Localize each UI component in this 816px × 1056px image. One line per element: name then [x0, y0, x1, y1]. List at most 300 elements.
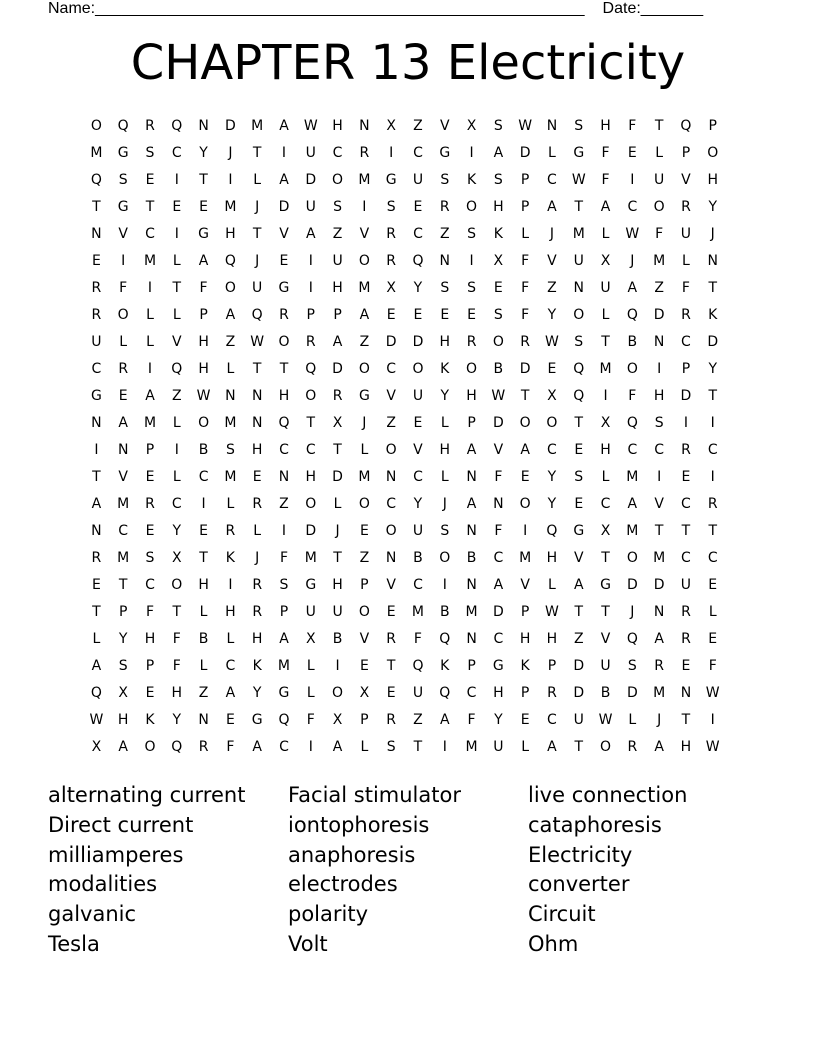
grid-letter[interactable]: R — [145, 118, 155, 134]
grid-letter[interactable]: W — [705, 739, 720, 755]
grid-letter[interactable]: T — [172, 280, 182, 296]
grid-letter[interactable]: G — [439, 145, 451, 161]
grid-letter[interactable]: Z — [279, 496, 289, 512]
grid-letter[interactable]: B — [198, 631, 209, 647]
grid-letter[interactable]: M — [251, 118, 264, 134]
grid-letter[interactable]: I — [442, 577, 447, 593]
grid-letter[interactable]: I — [174, 226, 179, 242]
grid-letter[interactable]: F — [628, 118, 637, 134]
grid-letter[interactable]: H — [251, 631, 263, 647]
grid-letter[interactable]: N — [251, 388, 263, 404]
grid-letter[interactable]: R — [520, 334, 531, 350]
grid-letter[interactable]: M — [224, 199, 237, 215]
grid-letter[interactable]: H — [117, 712, 129, 728]
grid-letter[interactable]: S — [145, 550, 155, 566]
grid-letter[interactable]: C — [386, 361, 397, 377]
grid-letter[interactable]: F — [494, 523, 503, 539]
grid-letter[interactable]: X — [386, 118, 396, 134]
grid-letter[interactable]: O — [439, 550, 451, 566]
grid-letter[interactable]: N — [653, 604, 665, 620]
grid-letter[interactable]: F — [681, 280, 690, 296]
grid-letter[interactable]: N — [198, 118, 209, 134]
grid-letter[interactable]: L — [628, 712, 637, 728]
grid-letter[interactable]: S — [440, 172, 450, 188]
grid-letter[interactable]: P — [333, 307, 342, 323]
grid-letter[interactable]: D — [519, 361, 531, 377]
grid-letter[interactable]: Y — [199, 145, 208, 161]
grid-letter[interactable]: X — [386, 280, 396, 296]
grid-letter[interactable]: W — [545, 604, 559, 620]
grid-letter[interactable]: O — [358, 604, 370, 620]
grid-letter[interactable]: M — [304, 550, 317, 566]
grid-letter[interactable]: X — [171, 550, 182, 566]
grid-letter[interactable]: C — [413, 226, 423, 242]
grid-letter[interactable]: S — [654, 415, 664, 431]
grid-letter[interactable]: B — [600, 685, 611, 701]
grid-letter[interactable]: N — [91, 226, 102, 242]
grid-letter[interactable]: B — [332, 631, 343, 647]
grid-letter[interactable]: I — [228, 577, 233, 593]
grid-letter[interactable]: Y — [494, 712, 503, 728]
grid-letter[interactable]: R — [439, 199, 450, 215]
grid-letter[interactable]: Z — [386, 415, 396, 431]
grid-letter[interactable]: H — [332, 280, 343, 296]
grid-letter[interactable]: O — [519, 415, 531, 431]
grid-letter[interactable]: S — [440, 280, 450, 296]
grid-letter[interactable]: I — [389, 145, 394, 161]
grid-letter[interactable]: O — [278, 334, 290, 350]
grid-letter[interactable]: R — [627, 739, 638, 755]
grid-letter[interactable]: T — [199, 550, 208, 566]
grid-letter[interactable]: J — [657, 712, 662, 728]
grid-letter[interactable]: C — [171, 145, 182, 161]
grid-letter[interactable]: Y — [172, 523, 182, 539]
grid-letter[interactable]: D — [626, 685, 638, 701]
grid-letter[interactable]: P — [118, 604, 128, 620]
grid-letter[interactable]: W — [491, 388, 506, 404]
grid-letter[interactable]: E — [681, 658, 691, 674]
grid-letter[interactable]: C — [91, 361, 102, 377]
grid-letter[interactable]: I — [710, 712, 715, 728]
grid-letter[interactable]: A — [627, 280, 638, 296]
grid-letter[interactable]: I — [174, 172, 179, 188]
grid-letter[interactable]: Y — [440, 388, 450, 404]
grid-letter[interactable]: J — [228, 145, 233, 161]
grid-letter[interactable]: D — [707, 334, 719, 350]
grid-letter[interactable]: O — [332, 172, 344, 188]
grid-letter[interactable]: U — [305, 199, 316, 215]
grid-letter[interactable]: X — [493, 253, 504, 269]
grid-letter[interactable]: U — [573, 712, 584, 728]
grid-letter[interactable]: V — [386, 388, 396, 404]
grid-letter[interactable]: E — [199, 523, 209, 539]
grid-letter[interactable]: I — [630, 172, 635, 188]
grid-letter[interactable]: G — [305, 577, 317, 593]
grid-letter[interactable]: T — [681, 523, 691, 539]
grid-letter[interactable]: A — [493, 577, 504, 593]
grid-letter[interactable]: N — [439, 253, 450, 269]
grid-letter[interactable]: F — [467, 712, 476, 728]
grid-letter[interactable]: V — [118, 226, 128, 242]
grid-letter[interactable]: L — [119, 334, 128, 350]
grid-letter[interactable]: Z — [359, 334, 370, 350]
grid-letter[interactable]: E — [359, 523, 369, 539]
grid-letter[interactable]: R — [198, 739, 209, 755]
grid-letter[interactable]: F — [655, 226, 664, 242]
grid-letter[interactable]: A — [547, 199, 557, 215]
grid-letter[interactable]: P — [279, 604, 289, 620]
grid-letter[interactable]: L — [306, 685, 315, 701]
grid-letter[interactable]: C — [493, 550, 504, 566]
grid-letter[interactable]: C — [627, 442, 638, 458]
grid-letter[interactable]: V — [172, 334, 182, 350]
grid-letter[interactable]: G — [117, 199, 129, 215]
grid-letter[interactable]: H — [600, 442, 611, 458]
grid-letter[interactable]: X — [332, 712, 343, 728]
grid-letter[interactable]: T — [252, 145, 262, 161]
grid-letter[interactable]: R — [386, 226, 397, 242]
grid-letter[interactable]: M — [143, 415, 157, 431]
grid-letter[interactable]: O — [358, 361, 370, 377]
grid-letter[interactable]: G — [358, 388, 370, 404]
grid-letter[interactable]: N — [466, 577, 477, 593]
grid-letter[interactable]: H — [546, 550, 558, 566]
grid-letter[interactable]: O — [385, 442, 397, 458]
grid-letter[interactable]: M — [90, 145, 103, 161]
grid-letter[interactable]: E — [279, 253, 289, 269]
grid-letter[interactable]: R — [252, 577, 263, 593]
grid-letter[interactable]: W — [625, 226, 640, 242]
grid-letter[interactable]: T — [574, 415, 584, 431]
grid-letter[interactable]: T — [413, 739, 423, 755]
grid-letter[interactable]: Z — [225, 334, 236, 350]
grid-letter[interactable]: U — [680, 226, 692, 242]
grid-letter[interactable]: E — [440, 307, 450, 323]
grid-letter[interactable]: I — [603, 388, 608, 404]
grid-letter[interactable]: F — [172, 631, 181, 647]
grid-letter[interactable]: N — [466, 631, 477, 647]
grid-letter[interactable]: X — [118, 685, 128, 701]
grid-letter[interactable]: X — [600, 415, 611, 431]
grid-letter[interactable]: A — [573, 577, 584, 593]
grid-letter[interactable]: G — [600, 577, 611, 593]
grid-letter[interactable]: L — [521, 226, 530, 242]
grid-letter[interactable]: M — [653, 685, 666, 701]
grid-letter[interactable]: R — [681, 631, 691, 647]
grid-letter[interactable]: P — [520, 199, 530, 215]
grid-letter[interactable]: C — [547, 172, 557, 188]
grid-letter[interactable]: X — [91, 739, 102, 755]
grid-letter[interactable]: V — [547, 253, 557, 269]
grid-letter[interactable]: E — [574, 442, 584, 458]
grid-letter[interactable]: S — [574, 334, 584, 350]
grid-letter[interactable]: A — [225, 685, 236, 701]
grid-letter[interactable]: U — [493, 739, 504, 755]
grid-letter[interactable]: E — [145, 172, 155, 188]
grid-letter[interactable]: R — [681, 604, 691, 620]
grid-letter[interactable]: Q — [680, 118, 692, 134]
grid-letter[interactable]: C — [118, 523, 129, 539]
grid-letter[interactable]: M — [653, 253, 666, 269]
grid-letter[interactable]: C — [681, 496, 691, 512]
grid-letter[interactable]: E — [547, 361, 557, 377]
grid-letter[interactable]: G — [117, 145, 129, 161]
grid-letter[interactable]: P — [520, 685, 530, 701]
grid-letter[interactable]: O — [626, 550, 638, 566]
grid-letter[interactable]: O — [492, 334, 504, 350]
grid-letter[interactable]: E — [386, 604, 396, 620]
grid-letter[interactable]: O — [305, 388, 317, 404]
grid-letter[interactable]: C — [547, 442, 557, 458]
grid-letter[interactable]: Q — [305, 361, 317, 377]
grid-letter[interactable]: M — [626, 523, 639, 539]
grid-letter[interactable]: H — [251, 442, 263, 458]
grid-letter[interactable]: V — [279, 226, 289, 242]
grid-letter[interactable]: T — [199, 172, 208, 188]
grid-letter[interactable]: O — [144, 739, 156, 755]
grid-letter[interactable]: R — [279, 307, 289, 323]
grid-letter[interactable]: U — [573, 253, 584, 269]
grid-letter[interactable]: F — [119, 280, 128, 296]
grid-letter[interactable]: E — [520, 712, 530, 728]
grid-letter[interactable]: F — [226, 739, 235, 755]
grid-letter[interactable]: T — [654, 118, 664, 134]
grid-letter[interactable]: Q — [439, 685, 451, 701]
grid-letter[interactable]: R — [359, 145, 370, 161]
grid-letter[interactable]: O — [546, 415, 558, 431]
grid-letter[interactable]: X — [547, 388, 557, 404]
grid-letter[interactable]: L — [253, 523, 262, 539]
grid-letter[interactable]: N — [653, 334, 665, 350]
grid-letter[interactable]: J — [362, 415, 367, 431]
grid-letter[interactable]: N — [466, 523, 477, 539]
grid-letter[interactable]: A — [654, 631, 664, 647]
grid-letter[interactable]: S — [279, 577, 289, 593]
grid-letter[interactable]: V — [386, 577, 396, 593]
grid-letter[interactable]: T — [172, 604, 182, 620]
grid-letter[interactable]: F — [601, 145, 610, 161]
grid-letter[interactable]: C — [707, 442, 718, 458]
grid-letter[interactable]: A — [627, 496, 638, 512]
grid-letter[interactable]: L — [92, 631, 101, 647]
grid-letter[interactable]: X — [305, 631, 316, 647]
grid-letter[interactable]: Y — [547, 469, 557, 485]
grid-letter[interactable]: N — [359, 118, 370, 134]
grid-letter[interactable]: A — [359, 307, 370, 323]
grid-letter[interactable]: C — [145, 577, 155, 593]
grid-letter[interactable]: T — [654, 523, 664, 539]
grid-letter[interactable]: F — [708, 658, 717, 674]
grid-letter[interactable]: K — [252, 658, 262, 674]
grid-letter[interactable]: W — [545, 334, 559, 350]
grid-letter[interactable]: D — [492, 604, 504, 620]
grid-letter[interactable]: Q — [278, 415, 290, 431]
grid-letter[interactable]: V — [439, 118, 450, 134]
grid-letter[interactable]: D — [332, 361, 343, 377]
grid-letter[interactable]: J — [710, 226, 715, 242]
grid-letter[interactable]: C — [707, 550, 718, 566]
grid-letter[interactable]: Q — [546, 523, 558, 539]
grid-letter[interactable]: D — [332, 469, 343, 485]
grid-letter[interactable]: L — [172, 469, 181, 485]
grid-letter[interactable]: H — [680, 739, 692, 755]
grid-letter[interactable]: W — [518, 118, 533, 134]
grid-letter[interactable]: R — [466, 334, 477, 350]
grid-letter[interactable]: H — [225, 226, 236, 242]
grid-letter[interactable]: I — [121, 253, 126, 269]
grid-letter[interactable]: R — [252, 604, 263, 620]
grid-letter[interactable]: V — [493, 442, 504, 458]
grid-letter[interactable]: C — [413, 469, 423, 485]
grid-letter[interactable]: N — [493, 496, 504, 512]
grid-letter[interactable]: Q — [171, 361, 183, 377]
grid-letter[interactable]: A — [198, 253, 209, 269]
grid-letter[interactable]: A — [225, 307, 236, 323]
grid-letter[interactable]: L — [199, 604, 208, 620]
grid-letter[interactable]: H — [546, 631, 558, 647]
grid-letter[interactable]: Q — [412, 253, 424, 269]
grid-letter[interactable]: L — [226, 496, 235, 512]
grid-letter[interactable]: Q — [251, 307, 263, 323]
grid-letter[interactable]: I — [228, 172, 233, 188]
grid-letter[interactable]: C — [145, 226, 155, 242]
grid-letter[interactable]: O — [358, 253, 370, 269]
grid-letter[interactable]: O — [466, 199, 478, 215]
grid-letter[interactable]: L — [253, 172, 262, 188]
grid-letter[interactable]: C — [171, 496, 182, 512]
grid-letter[interactable]: U — [600, 658, 611, 674]
grid-letter[interactable]: M — [626, 469, 639, 485]
grid-letter[interactable]: N — [385, 469, 397, 485]
grid-letter[interactable]: I — [308, 253, 313, 269]
grid-letter[interactable]: A — [520, 442, 530, 458]
grid-letter[interactable]: J — [442, 496, 447, 512]
grid-letter[interactable]: U — [654, 172, 665, 188]
grid-letter[interactable]: J — [255, 550, 260, 566]
grid-letter[interactable]: E — [225, 712, 235, 728]
grid-letter[interactable]: M — [411, 604, 424, 620]
grid-letter[interactable]: O — [600, 739, 612, 755]
grid-letter[interactable]: I — [281, 523, 287, 539]
grid-letter[interactable]: Y — [547, 307, 557, 323]
grid-letter[interactable]: L — [146, 334, 154, 350]
grid-letter[interactable]: H — [439, 442, 451, 458]
grid-letter[interactable]: R — [252, 496, 263, 512]
grid-letter[interactable]: E — [708, 577, 718, 593]
grid-letter[interactable]: A — [332, 334, 343, 350]
grid-letter[interactable]: I — [147, 280, 153, 296]
grid-letter[interactable]: R — [681, 307, 691, 323]
grid-letter[interactable]: C — [279, 442, 289, 458]
grid-letter[interactable]: I — [94, 442, 99, 458]
grid-letter[interactable]: T — [333, 442, 342, 458]
grid-letter[interactable]: E — [172, 199, 182, 215]
grid-letter[interactable]: V — [359, 631, 370, 647]
grid-letter[interactable]: C — [547, 712, 557, 728]
grid-letter[interactable]: P — [145, 658, 155, 674]
grid-letter[interactable]: T — [601, 550, 610, 566]
grid-letter[interactable]: J — [255, 253, 260, 269]
grid-letter[interactable]: R — [386, 631, 397, 647]
grid-letter[interactable]: A — [332, 739, 343, 755]
grid-letter[interactable]: U — [412, 523, 424, 539]
grid-letter[interactable]: F — [145, 604, 155, 620]
grid-letter[interactable]: F — [306, 712, 315, 728]
grid-letter[interactable]: I — [201, 496, 206, 512]
grid-letter[interactable]: U — [332, 604, 343, 620]
grid-letter[interactable]: O — [224, 280, 236, 296]
grid-letter[interactable]: Y — [413, 280, 423, 296]
grid-letter[interactable]: X — [332, 415, 343, 431]
grid-letter[interactable]: U — [332, 253, 343, 269]
grid-letter[interactable]: O — [653, 199, 665, 215]
grid-letter[interactable]: N — [278, 469, 290, 485]
grid-letter[interactable]: H — [305, 469, 317, 485]
grid-letter[interactable]: L — [708, 604, 717, 620]
grid-letter[interactable]: H — [198, 577, 209, 593]
grid-letter[interactable]: R — [707, 496, 718, 512]
grid-letter[interactable]: Q — [171, 739, 183, 755]
grid-letter[interactable]: U — [680, 577, 692, 593]
grid-letter[interactable]: A — [654, 739, 664, 755]
grid-letter[interactable]: T — [574, 604, 584, 620]
grid-letter[interactable]: U — [600, 280, 611, 296]
grid-letter[interactable]: O — [305, 496, 317, 512]
grid-letter[interactable]: A — [252, 739, 262, 755]
grid-letter[interactable]: C — [413, 577, 423, 593]
grid-letter[interactable]: O — [332, 685, 344, 701]
grid-letter[interactable]: I — [442, 739, 447, 755]
grid-letter[interactable]: H — [493, 685, 504, 701]
grid-letter[interactable]: T — [601, 604, 610, 620]
grid-letter[interactable]: E — [118, 388, 128, 404]
grid-letter[interactable]: S — [118, 658, 128, 674]
grid-letter[interactable]: Q — [412, 658, 424, 674]
grid-letter[interactable]: U — [91, 334, 102, 350]
grid-letter[interactable]: Y — [413, 496, 423, 512]
grid-letter[interactable]: L — [682, 253, 690, 269]
grid-letter[interactable]: X — [466, 118, 477, 134]
grid-letter[interactable]: T — [252, 361, 262, 377]
grid-letter[interactable]: J — [255, 199, 260, 215]
grid-letter[interactable]: G — [90, 388, 102, 404]
grid-letter[interactable]: S — [574, 118, 584, 134]
grid-letter[interactable]: E — [359, 658, 369, 674]
grid-letter[interactable]: T — [681, 712, 691, 728]
grid-letter[interactable]: E — [145, 685, 155, 701]
grid-letter[interactable]: S — [386, 739, 396, 755]
grid-letter[interactable]: E — [627, 145, 637, 161]
grid-letter[interactable]: I — [657, 361, 662, 377]
grid-letter[interactable]: X — [359, 685, 370, 701]
grid-letter[interactable]: P — [360, 712, 369, 728]
grid-letter[interactable]: U — [412, 172, 424, 188]
grid-letter[interactable]: E — [520, 469, 530, 485]
grid-letter[interactable]: D — [519, 145, 531, 161]
grid-letter[interactable]: H — [225, 604, 236, 620]
grid-letter[interactable]: L — [360, 442, 369, 458]
grid-letter[interactable]: T — [145, 199, 155, 215]
grid-letter[interactable]: G — [385, 172, 397, 188]
grid-letter[interactable]: C — [198, 469, 209, 485]
grid-letter[interactable]: Z — [413, 118, 423, 134]
grid-letter[interactable]: O — [707, 145, 719, 161]
grid-letter[interactable]: L — [172, 307, 181, 323]
grid-letter[interactable]: Y — [708, 361, 717, 377]
grid-letter[interactable]: F — [521, 307, 530, 323]
grid-letter[interactable]: K — [466, 172, 477, 188]
grid-letter[interactable]: L — [601, 307, 610, 323]
